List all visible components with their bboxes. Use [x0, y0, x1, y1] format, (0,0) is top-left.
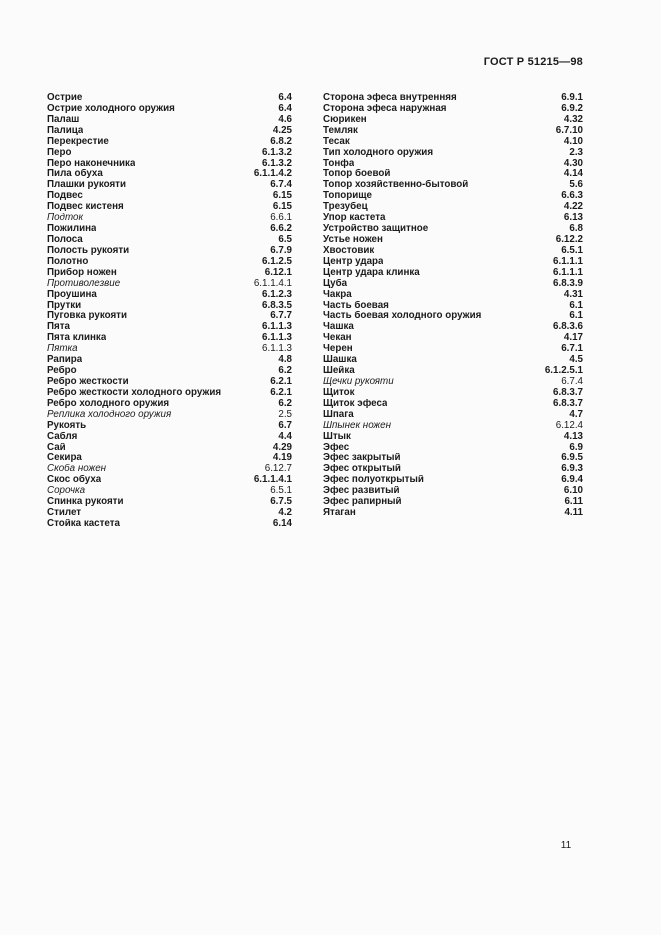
- term-label: Полотно: [47, 256, 89, 267]
- ref-number: 6.7.7: [270, 310, 292, 322]
- ref-number: 6.7.1: [561, 343, 583, 355]
- ref-number: 6.15: [272, 190, 292, 202]
- term-label: Эфес: [323, 442, 350, 453]
- ref-number: 6.15: [272, 201, 292, 213]
- index-row: [47, 344, 292, 355]
- ref-number: 6.8.3.7: [553, 397, 583, 409]
- term-label: Рукоять: [47, 420, 87, 431]
- index-row: [323, 399, 583, 410]
- ref-number: 5.6: [569, 179, 583, 191]
- index-row: [323, 279, 583, 290]
- term-label: Устройство защитное: [323, 224, 429, 235]
- ref-number: 4.13: [563, 430, 583, 442]
- ref-number: 4.4: [278, 430, 292, 442]
- ref-number: 6.1.2.5.1: [544, 365, 583, 377]
- ref-number: 6.7: [278, 419, 292, 431]
- index-row: [47, 191, 292, 202]
- term-label: Прутки: [47, 300, 82, 311]
- index-right-column: [323, 93, 583, 519]
- term-label: Тесак: [323, 136, 350, 147]
- index-row: [47, 453, 292, 464]
- ref-number: 6.5.1: [270, 485, 292, 497]
- term-label: Чакра: [323, 289, 352, 300]
- term-label: Сторона эфеса наружная: [323, 103, 447, 114]
- term-label: Щечки рукояти: [323, 376, 394, 387]
- ref-number: 6.5.1: [561, 244, 583, 256]
- ref-number: 4.10: [563, 135, 583, 147]
- term-label: Центр удара: [323, 256, 384, 267]
- index-row: [47, 421, 292, 432]
- term-label: Полоса: [47, 234, 83, 245]
- term-label: Пила обуха: [47, 169, 103, 180]
- index-row: [323, 497, 583, 508]
- ref-number: 4.25: [272, 124, 292, 136]
- ref-number: 6.1.1.4.1: [253, 277, 292, 289]
- term-label: Устье ножен: [323, 234, 383, 245]
- index-row: [323, 366, 583, 377]
- index-row: [47, 399, 292, 410]
- index-row: [323, 257, 583, 268]
- index-row: [47, 169, 292, 180]
- index-row: [323, 126, 583, 137]
- index-row: [47, 279, 292, 290]
- index-row: [323, 301, 583, 312]
- ref-number: 6.2.1: [270, 386, 292, 398]
- ref-number: 4.6: [278, 113, 292, 125]
- index-row: [323, 432, 583, 443]
- index-row: [47, 366, 292, 377]
- index-row: [323, 333, 583, 344]
- term-label: Шашка: [323, 355, 357, 366]
- index-row: [323, 169, 583, 180]
- index-row: [323, 159, 583, 170]
- term-label: Топорище: [323, 191, 372, 202]
- term-label: Перекрестие: [47, 136, 109, 147]
- term-label: Стойка кастета: [47, 518, 120, 529]
- ref-number: 6.1.1.3: [262, 321, 292, 333]
- index-row: [47, 443, 292, 454]
- index-row: [323, 180, 583, 191]
- ref-number: 6.7.10: [555, 124, 583, 136]
- ref-number: 6.1: [569, 299, 583, 311]
- term-label: Сорочка: [47, 486, 86, 497]
- index-row: [47, 115, 292, 126]
- term-label: Хвостовик: [323, 245, 375, 256]
- index-row: [47, 311, 292, 322]
- index-row: [323, 388, 583, 399]
- index-row: [47, 235, 292, 246]
- term-label: Ребро жесткости холодного оружия: [47, 387, 222, 398]
- ref-number: 6.1.1.1: [553, 255, 583, 267]
- term-label: Топор боевой: [323, 169, 391, 180]
- index-row: [47, 486, 292, 497]
- ref-number: 6.1.1.4.1: [253, 474, 292, 486]
- ref-number: 4.14: [563, 168, 583, 180]
- document-number-header: ГОСТ Р 51215—98: [483, 56, 583, 68]
- term-label: Шпынек ножен: [323, 420, 392, 431]
- index-row: [323, 224, 583, 235]
- term-label: Ятаган: [323, 508, 356, 519]
- term-label: Перо наконечника: [47, 158, 136, 169]
- term-label: Тип холодного оружия: [323, 147, 434, 158]
- index-row: [323, 311, 583, 322]
- ref-number: 6.7.9: [270, 244, 292, 256]
- index-row: [47, 355, 292, 366]
- ref-number: 6.7.5: [270, 496, 292, 508]
- ref-number: 6.10: [563, 485, 583, 497]
- index-row: [323, 148, 583, 159]
- term-label: Сабля: [47, 431, 78, 442]
- ref-number: 6.1.1.4.2: [253, 168, 292, 180]
- term-label: Черен: [323, 344, 353, 355]
- ref-number: 4.31: [563, 288, 583, 300]
- ref-number: 4.7: [569, 408, 583, 420]
- ref-number: 6.9.1: [561, 92, 583, 103]
- index-row: [323, 115, 583, 126]
- term-label: Ребро: [47, 366, 77, 377]
- ref-number: 2.5: [278, 408, 292, 420]
- index-row: [323, 202, 583, 213]
- term-label: Эфес развитый: [323, 486, 400, 497]
- term-label: Острие: [47, 93, 83, 103]
- ref-number: 6.6.2: [270, 223, 292, 235]
- index-row: [47, 93, 292, 104]
- term-label: Тонфа: [323, 158, 355, 169]
- term-label: Эфес открытый: [323, 464, 401, 475]
- ref-number: 6.2.1: [270, 375, 292, 387]
- index-row: [323, 464, 583, 475]
- index-row: [323, 322, 583, 333]
- term-label: Пята клинка: [47, 333, 107, 344]
- term-label: Пятка: [47, 344, 78, 355]
- term-label: Щиток: [323, 387, 355, 398]
- ref-number: 6.1.3.2: [262, 146, 292, 158]
- index-row: [47, 410, 292, 421]
- term-label: Цуба: [323, 278, 348, 289]
- ref-number: 6.7.4: [561, 375, 583, 387]
- term-label: Эфес закрытый: [323, 453, 401, 464]
- ref-number: 6.8: [569, 223, 583, 235]
- term-label: Реплика холодного оружия: [47, 409, 172, 420]
- ref-number: 6.6.1: [270, 212, 292, 224]
- ref-number: 6.8.3.9: [553, 277, 583, 289]
- index-row: [47, 388, 292, 399]
- ref-number: 6.1.2.3: [262, 288, 292, 300]
- ref-number: 4.32: [563, 113, 583, 125]
- ref-number: 4.2: [278, 507, 292, 519]
- ref-number: 6.8.3.6: [553, 321, 583, 333]
- index-left-column: [47, 93, 292, 530]
- index-row: [323, 453, 583, 464]
- index-row: [323, 246, 583, 257]
- term-label: Проушина: [47, 289, 97, 300]
- term-label: Палица: [47, 125, 84, 136]
- ref-number: 6.9.5: [561, 452, 583, 464]
- term-label: Упор кастета: [323, 213, 386, 224]
- ref-number: 6.2: [278, 365, 292, 377]
- ref-number: 6.12.7: [264, 463, 292, 475]
- term-label: Чекан: [323, 333, 352, 344]
- ref-number: 6.5: [278, 233, 292, 245]
- term-label: Чашка: [323, 322, 354, 333]
- ref-number: 6.1.3.2: [262, 157, 292, 169]
- ref-number: 6.11: [564, 496, 583, 508]
- index-row: [323, 486, 583, 497]
- index-row: [323, 421, 583, 432]
- ref-number: 6.12.4: [555, 419, 583, 431]
- index-row: [47, 180, 292, 191]
- index-row: [323, 137, 583, 148]
- index-row: [323, 213, 583, 224]
- index-row: [323, 508, 583, 519]
- index-row: [47, 202, 292, 213]
- term-label: Сторона эфеса внутренняя: [323, 93, 457, 103]
- term-label: Пята: [47, 322, 71, 333]
- ref-number: 6.2: [278, 397, 292, 409]
- term-label: Центр удара клинка: [323, 267, 420, 278]
- index-row: [47, 519, 292, 530]
- index-row: [47, 246, 292, 257]
- index-row: [47, 104, 292, 115]
- ref-number: 4.5: [569, 354, 583, 366]
- ref-number: 6.8.3.7: [553, 386, 583, 398]
- ref-number: 6.1.2.5: [262, 255, 292, 267]
- index-row: [323, 290, 583, 301]
- term-label: Эфес полуоткрытый: [323, 475, 424, 486]
- index-row: [47, 213, 292, 224]
- ref-number: 6.9.3: [561, 463, 583, 475]
- term-label: Эфес рапирный: [323, 497, 402, 508]
- ref-number: 6.9.4: [561, 474, 583, 486]
- term-label: Подвес: [47, 191, 83, 202]
- index-row: [47, 333, 292, 344]
- index-row: [323, 93, 583, 104]
- term-label: Подвес кистеня: [47, 202, 124, 213]
- ref-number: 6.1.1.3: [262, 343, 292, 355]
- term-label: Темляк: [323, 125, 358, 136]
- ref-number: 6.12.2: [555, 233, 583, 245]
- index-row: [47, 224, 292, 235]
- index-row: [323, 475, 583, 486]
- term-label: Стилет: [47, 508, 82, 519]
- term-label: Топор хозяйственно-бытовой: [323, 180, 469, 191]
- term-label: Ребро холодного оружия: [47, 398, 170, 409]
- index-row: [47, 322, 292, 333]
- index-row: [47, 148, 292, 159]
- term-label: Рапира: [47, 355, 83, 366]
- term-label: Скос обуха: [47, 475, 102, 486]
- ref-number: 6.4: [278, 102, 292, 114]
- index-row: [47, 432, 292, 443]
- ref-number: 4.8: [278, 354, 292, 366]
- term-label: Подток: [47, 213, 84, 224]
- index-row: [323, 104, 583, 115]
- index-row: [47, 126, 292, 137]
- index-row: [323, 355, 583, 366]
- index-row: [47, 475, 292, 486]
- ref-number: 6.8.2: [270, 135, 292, 147]
- index-row: [47, 137, 292, 148]
- term-label: Палаш: [47, 114, 80, 125]
- index-row: [47, 497, 292, 508]
- ref-number: 4.22: [563, 201, 583, 213]
- term-label: Противолезвие: [47, 278, 121, 289]
- ref-number: 6.6.3: [561, 190, 583, 202]
- term-label: Плашки рукояти: [47, 180, 126, 191]
- index-row: [323, 344, 583, 355]
- index-row: [323, 443, 583, 454]
- term-label: Трезубец: [323, 202, 368, 213]
- term-label: Спинка рукояти: [47, 497, 124, 508]
- ref-number: 4.29: [272, 441, 292, 453]
- index-row: [323, 410, 583, 421]
- ref-number: 6.7.4: [270, 179, 292, 191]
- term-label: Секира: [47, 453, 82, 464]
- ref-number: 6.8.3.5: [262, 299, 292, 311]
- ref-number: 4.19: [272, 452, 292, 464]
- term-label: Щиток эфеса: [323, 398, 388, 409]
- term-label: Пожилина: [47, 224, 97, 235]
- ref-number: 6.12.1: [264, 266, 292, 278]
- term-label: Часть боевая холодного оружия: [323, 311, 482, 322]
- ref-number: 6.9: [569, 441, 583, 453]
- ref-number: 6.9.2: [561, 102, 583, 114]
- ref-number: 6.1.1.1: [553, 266, 583, 278]
- index-row: [47, 377, 292, 388]
- index-row: [323, 191, 583, 202]
- index-row: [47, 290, 292, 301]
- index-row: [47, 257, 292, 268]
- index-row: [323, 235, 583, 246]
- term-label: Шпага: [323, 409, 354, 420]
- ref-number: 6.1: [569, 310, 583, 322]
- term-label: Сюрикен: [323, 114, 367, 125]
- alphabetical-index: [47, 93, 583, 530]
- index-row: [47, 508, 292, 519]
- term-label: Прибор ножен: [47, 267, 117, 278]
- term-label: Полость рукояти: [47, 245, 130, 256]
- term-label: Скоба ножен: [47, 464, 107, 475]
- term-label: Острие холодного оружия: [47, 103, 175, 114]
- ref-number: 6.1.1.3: [262, 332, 292, 344]
- ref-number: 6.4: [278, 92, 292, 103]
- term-label: Шейка: [323, 366, 355, 377]
- index-row: [323, 268, 583, 279]
- ref-number: 6.13: [563, 212, 583, 224]
- term-label: Пуговка рукояти: [47, 311, 127, 322]
- term-label: Штык: [323, 431, 351, 442]
- term-label: Сай: [47, 442, 66, 453]
- index-row: [323, 377, 583, 388]
- ref-number: 4.11: [564, 507, 583, 519]
- term-label: Часть боевая: [323, 300, 389, 311]
- index-row: [47, 301, 292, 312]
- term-label: Ребро жесткости: [47, 376, 129, 387]
- page-number: 11: [560, 840, 572, 851]
- ref-number: 4.30: [563, 157, 583, 169]
- ref-number: 4.17: [563, 332, 583, 344]
- ref-number: 2.3: [569, 146, 583, 158]
- ref-number: 6.14: [272, 517, 292, 529]
- term-label: Перо: [47, 147, 72, 158]
